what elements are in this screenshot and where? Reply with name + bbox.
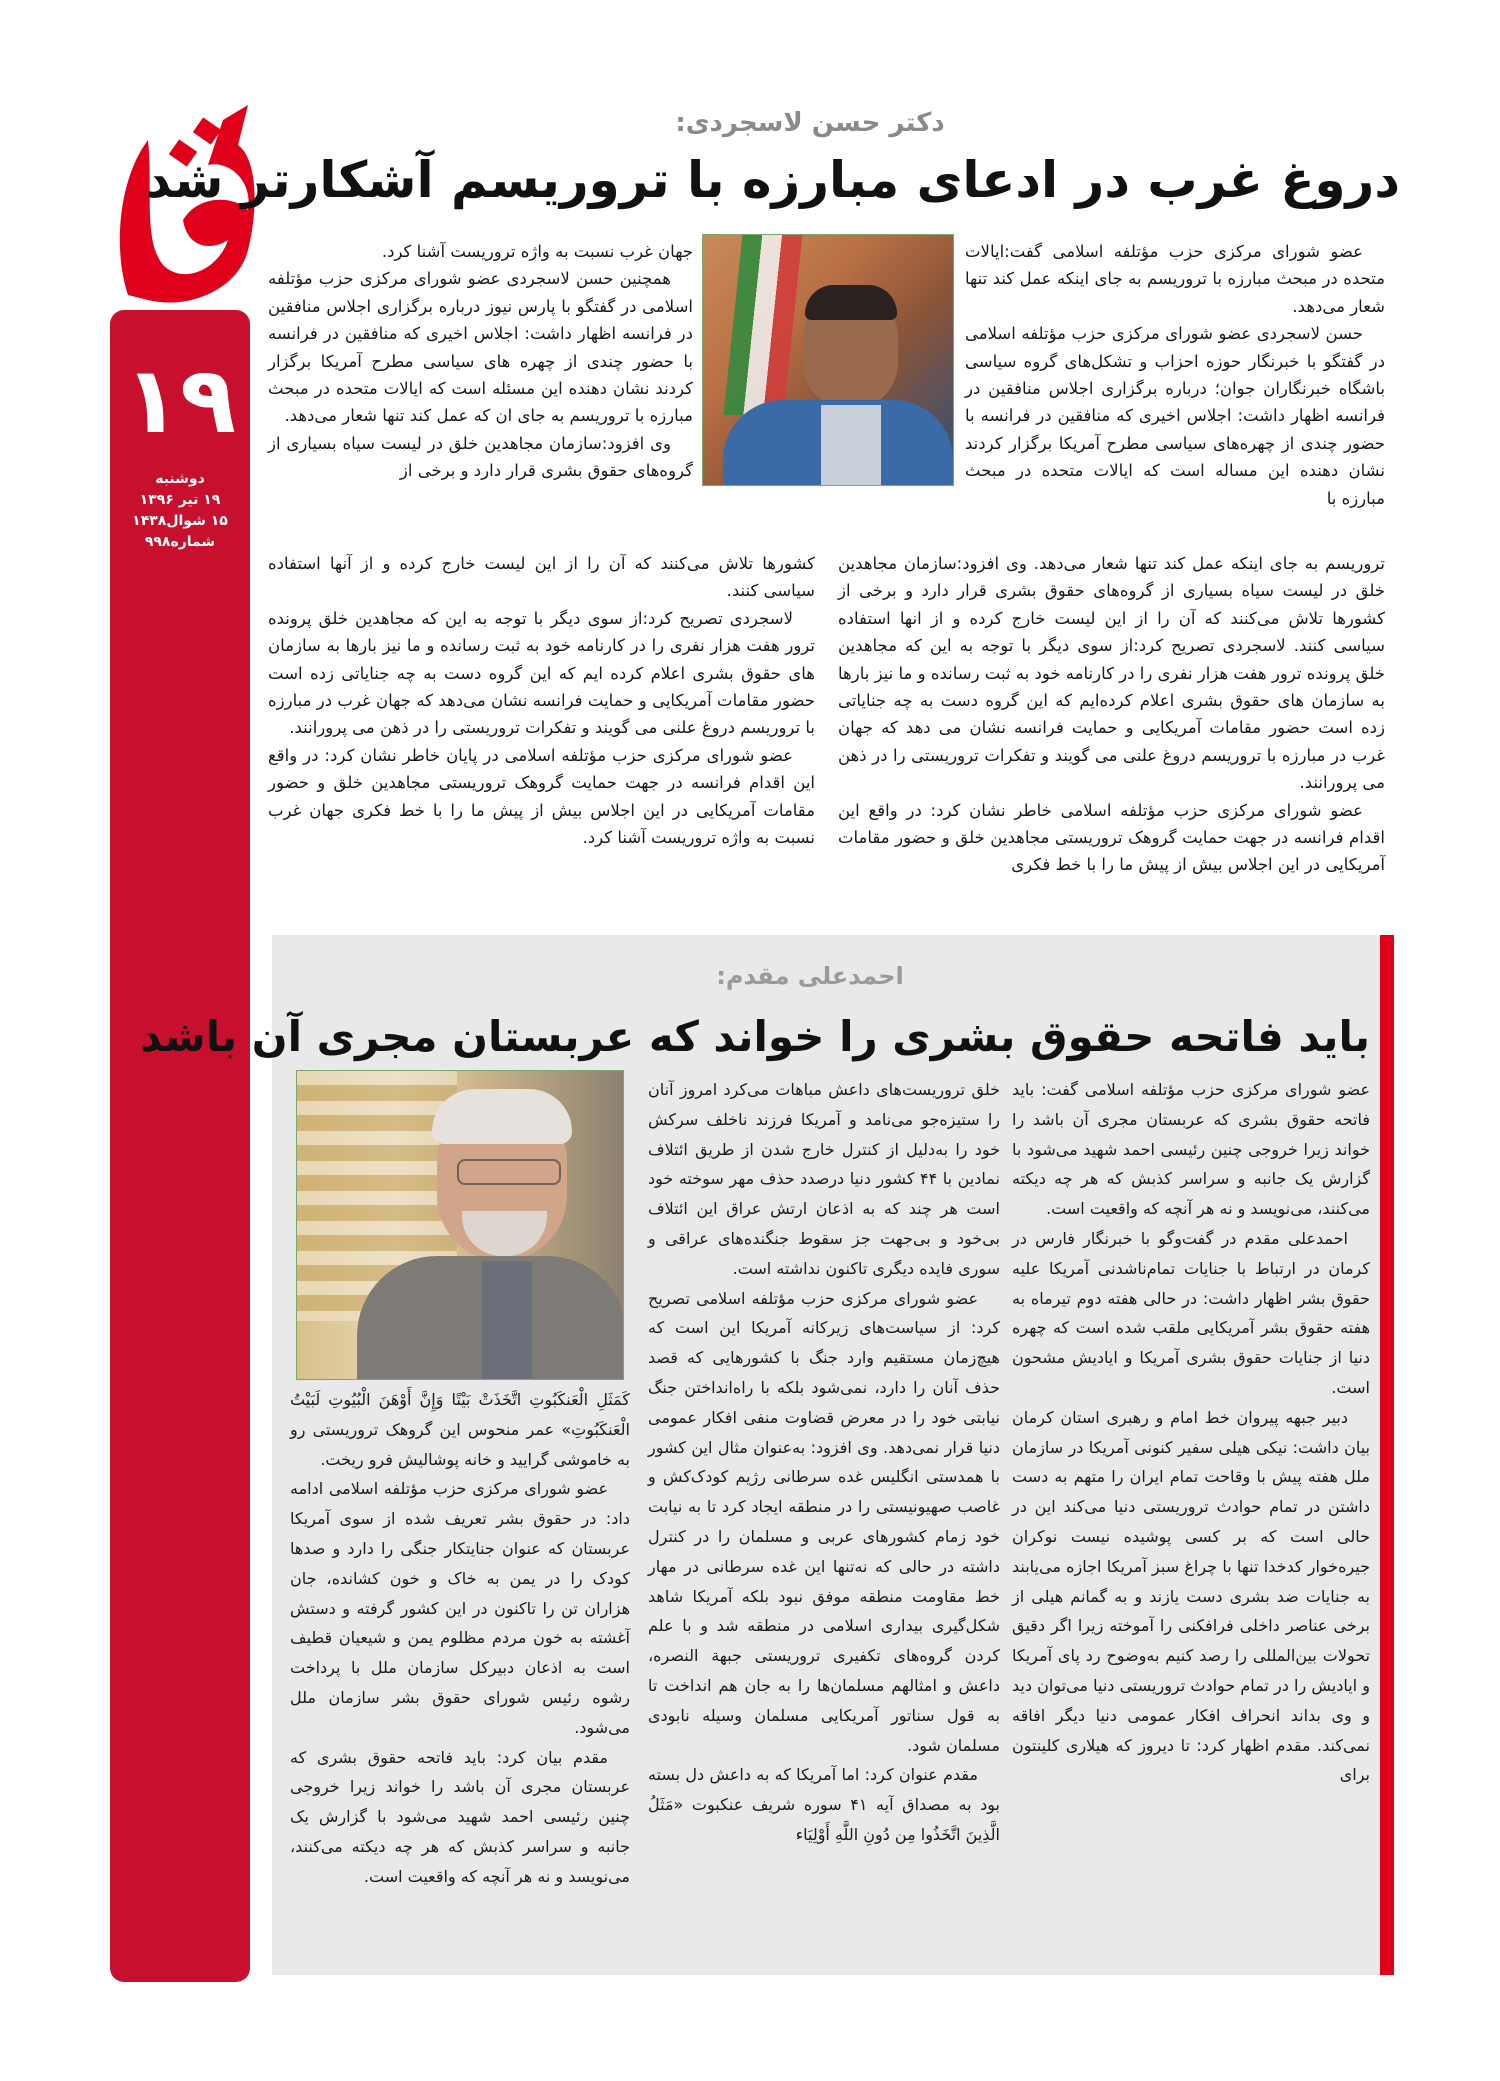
article1-col-right-bottom <box>838 550 1385 879</box>
paragraph: وی افزود:سازمان مجاهدین خلق در لیست سیاه بسیاری از گروه‌های حقوق بشری قرار دارد و برخی از <box>268 433 693 481</box>
article1-kicker: دکتر حسن لاسجردی: <box>675 108 945 138</box>
paragraph: کشورها تلاش می‌کنند که آن را از این لیست خارج کرده و از آنها استفاده سیاسی کنند. <box>268 554 815 601</box>
paragraph: عضو شورای مرکزی حزب مؤتلفه اسلامی ادامه داد: در حقوق بشر تعریف شده از سوی آمریکا عربستان که عنوان جنایتکار جنگی را دارد و صدها کودک را در یمن به خاک و خون کشانده، جان هزاران تن را تاکنون در این کشور گرفته و دستش آغشته به خون مردم مظلوم یمن و شیعیان قطیف است به اذعان دبیرکل سازمان ملل با پرداخت رشوه رئیس شورای حقوق بشر سازمان ملل می‌شود. <box>290 1479 630 1737</box>
paragraph: مقدم بیان کرد: باید فاتحه حقوق بشری که عربستان مجری آن باشد را خواند زیرا خروجی چنین رئیسی احمد شهید می‌شود با گزارش یک جانبه و سراسر کذبش که هر چه دیکته می‌کنند، می‌نویسد و نه هر آنچه که واقعیت است. <box>290 1747 630 1886</box>
article2-col-middle <box>648 1075 1000 1850</box>
article1-col-right-top <box>965 238 1385 512</box>
shirt-shape <box>821 405 881 486</box>
hair-shape <box>432 1089 572 1144</box>
paragraph: عضو شورای مرکزی حزب مؤتلفه اسلامی گفت: باید فاتحه حقوق بشری که عربستان مجری آن باشد را خواند زیرا خروجی چنین رئیسی احمد شهید می‌شود با گزارش یک جانبه و سراسر کذبش که هر چه دیکته می‌کنند، می‌نویسد و نه هر آنچه که واقعیت است. <box>1012 1080 1370 1219</box>
hair-shape <box>805 285 897 320</box>
paragraph: كَمَثَلِ الْعَنكَبُوتِ اتَّخَذَتْ بَيْتًا وَإِنَّ أَوْهَنَ الْبُيُوتِ لَبَيْتُ الْعَنكَبُوتِ» عمر منحوس این گروهک تروریستی رو به خاموشی گرایید و خانه پوشالیش فرو ریخت. <box>290 1390 630 1469</box>
article1-photo <box>702 234 954 486</box>
paragraph: جهان غرب نسبت به واژه تروریست آشنا کرد. <box>381 242 693 261</box>
article2-red-accent-bar <box>1380 935 1394 1975</box>
paragraph: احمدعلی مقدم در گفت‌وگو با خبرنگار فارس در کرمان در ارتباط با جنایات تمام‌ناشدنی آمریکا علیه حقوق بشر اظهار داشت: در حالی هفته دوم تیرماه به هفته حقوق بشر آمریکایی ملقب شده است که چهره دنیا از جنایات حقوق بشری آمریکا و ایادیش مشحون است. <box>1012 1228 1370 1397</box>
issue-info-box <box>110 310 250 560</box>
article2-kicker: احمدعلی مقدم: <box>716 962 904 990</box>
paragraph: خلق تروریست‌های داعش مباهات می‌کرد امروز آنان را ستیزه‌جو می‌نامد و آمریکا فرزند ناخلف سرکش خود را به‌دلیل از کنترل خارج شدن از طریق ائتلاف نمادین با ۴۴ کشور دنیا درصدد حذف مهر سوخته خود است هر چند که به اذعان ارتش عراق این ائتلاف بی‌خود و بی‌جهت جز سقوط جنگنده‌های عراقی و سوری فایده دیگری تاکنون نداشته است. <box>648 1080 1001 1278</box>
article1-headline: دروغ غرب در ادعای مبارزه با تروریسم آشکارتر شد <box>145 151 1400 209</box>
article1-col-left-top <box>268 238 693 485</box>
issue-number: شماره۹۹۸ <box>144 534 216 550</box>
lunar-date: ۱۵ شوال۱۴۳۸ <box>132 513 228 529</box>
solar-date: ۱۹ تیر ۱۳۹۶ <box>139 492 221 508</box>
paragraph: مقدم عنوان کرد: اما آمریکا که به داعش دل بسته بود به مصداق آیه ۴۱ سوره شریف عنکبوت «مَثَلُ الَّذِینَ اتَّخَذُوا مِن دُونِ اللَّهِ أَوْلِیَاء <box>648 1765 1000 1844</box>
article1-col-left-bottom <box>268 550 815 851</box>
shirt-shape <box>482 1261 532 1380</box>
paragraph: عضو شورای مرکزی حزب مؤتلفه اسلامی در پایان خاطر نشان کرد: در واقع این اقدام فرانسه در جهت حمایت گروهک تروریستی مجاهدین خلق و حضور مقامات آمریکایی در این اجلاس بیش از پیش ما را با خط فکری جهان غرب نسبت به واژه تروریست آشنا کرد. <box>268 745 815 848</box>
glasses-shape <box>457 1159 561 1185</box>
paragraph: عضو شورای مرکزی حزب مؤتلفه اسلامی گفت:ایالات متحده در مبحث مبارزه با تروریسم به جای اینکه عمل کند تنها شعار می‌دهد. <box>965 242 1385 316</box>
paragraph: عضو شورای مرکزی حزب مؤتلفه اسلامی تصریح کرد: از سیاست‌های زیرکانه آمریکا این است که هیچ‌زمان مستقیم وارد جنگ با کشورهایی که قصد حذف آنان را دارد، نمی‌شود بلکه با راه‌انداختن جنگ نیابتی خود را در معرض قضاوت منفی افکار عمومی دنیا قرار نمی‌دهد. وی افزود: به‌عنوان مثال این کشور با همدستی انگلیس غده سرطانی رژیم کودک‌کش و غاصب صهیونیستی را در منطقه ایجاد کرد تا به نیابت خود زمام کشورهای عربی و مسلمان را در کنترل داشته در حالی که نه‌تنها این غده سرطانی در مهار خط مقاومت منطقه موفق نبود بلکه آمریکا شاهد شکل‌گیری بیداری اسلامی در منطقه شد و با علم کردن گروه‌های تکفیری تروریستی جبهة النصره، داعش و امثالهم مسلمان‌ها را به جان هم انداخت تا به قول سناتور آمریکایی مسلمان وسیله نابودی مسلمان شود. <box>648 1288 1000 1755</box>
article2-headline: باید فاتحه حقوق بشری را خواند که عربستان مجری آن باشد <box>140 1012 1370 1061</box>
page-number: ۱۹ <box>123 347 237 454</box>
paragraph: تروریسم به جای اینکه عمل کند تنها شعار می‌دهد. وی افزود:سازمان مجاهدین خلق در لیست سیاه بسیاری از گروه‌های حقوق بشری قرار دارد و برخی از کشورها تلاش می‌کنند که آن را از این لیست خارج کرده و از انها استفاده سیاسی کنند. لاسجردی تصریح کرد:از سوی دیگر با توجه به این که مجاهدین خلق پرونده ترور هفت هزار نفری را در کارنامه خود به ثبت رسانده و ما نیز بارها به سازمان های حقوق بشری اعلام کرده‌ایم که این گروه دست به چه جنایاتی زده است حضور مقامات آمریکایی و حمایت فرانسه نشان می دهد که جهان غرب در مبارزه با تروریسم دروغ علنی می گویند و تفکرات تروریستی را در ذهن می پرورانند. <box>838 554 1385 793</box>
paragraph: عضو شورای مرکزی حزب مؤتلفه اسلامی خاطر نشان کرد: در واقع این اقدام فرانسه در جهت حمایت گروهک تروریستی مجاهدین خلق و حضور مقامات آمریکایی در این اجلاس بیش از پیش ما را با خط فکری <box>838 800 1385 875</box>
paragraph: همچنین حسن لاسجردی عضو شورای مرکزی حزب مؤتلفه اسلامی در گفتگو با پارس نیوز درباره برگزاری اجلاس منافقین در فرانسه اظهار داشت: اجلاس اخیری که منافقین در فرانسه با حضور چندی از چهره های سیاسی مطرح آمریکا برگزار کردند نشان دهنده این مسئله است که ایالات متحده در مبحث مبارزه با تروریسم به جای ان که عمل کند تنها شعار می‌دهد. <box>268 269 693 426</box>
article2-col-left <box>290 1385 630 1892</box>
article2-col-right <box>1012 1075 1370 1790</box>
article2-photo <box>296 1070 624 1380</box>
flag-shape <box>724 235 803 415</box>
paragraph: حسن لاسجردی عضو شورای مرکزی حزب مؤتلفه اسلامی در گفتگو با خبرنگار حوزه احزاب و تشکل‌های گروه سیاسی باشگاه خبرنگاران جوان؛ درباره برگزاری اجلاس منافقین در فرانسه اظهار داشت: اجلاس اخیری که منافقین در فرانسه با حضور چندی از چهره‌های سیاسی مطرح آمریکا برگزار کردند نشان دهنده این مساله است که ایالات متحده در مبحث مبارزه با <box>965 324 1385 508</box>
paragraph: لاسجردی تصریح کرد:از سوی دیگر با توجه به این که مجاهدین خلق پرونده ترور هفت هزار نفری را در کارنامه خود به ثبت رسانده و ما نیز بارها به سازمان های حقوق بشری اعلام کرده ایم که این گروه دست به چه جنایاتی زده است حضور مقامات آمریکایی و حمایت فرانسه نشان می‌دهد که جهان غرب در مبارزه با تروریسم دروغ علنی می گویند و تفکرات تروریستی را در ذهن می پرورانند. <box>268 608 815 738</box>
paragraph: دبیر جبهه پیروان خط امام و رهبری استان کرمان بیان داشت: نیکی هیلی سفیر کنونی آمریکا در سازمان ملل هفته پیش با وقاحت تمام ایران را متهم به دست داشتن در تمام حوادث تروریستی دنیا می‌کند این در حالی است که بر کسی پوشیده نیست نوکران جیره‌خوار کدخدا تنها با چراغ سبز آمریکا اجازه می‌یابند به جنایات ضد بشری دست یازند و به گمانم هیلی از برخی عناصر داخلی فرافکنی را آموخته زیرا اگر دقیق تحولات بین‌المللی را رصد کنیم به‌وضوح رد پای آمریکا و ایادیش را در تمام حوادث تروریستی دنیا می‌توان دید و وی بداند انحراف افکار عمومی دنیا دیگر افاقه نمی‌کند. مقدم اظهار کرد: تا دیروز که هیلاری کلینتون برای <box>1012 1407 1370 1785</box>
red-sidebar-band <box>110 310 250 1982</box>
weekday: دوشنبه <box>155 471 205 487</box>
